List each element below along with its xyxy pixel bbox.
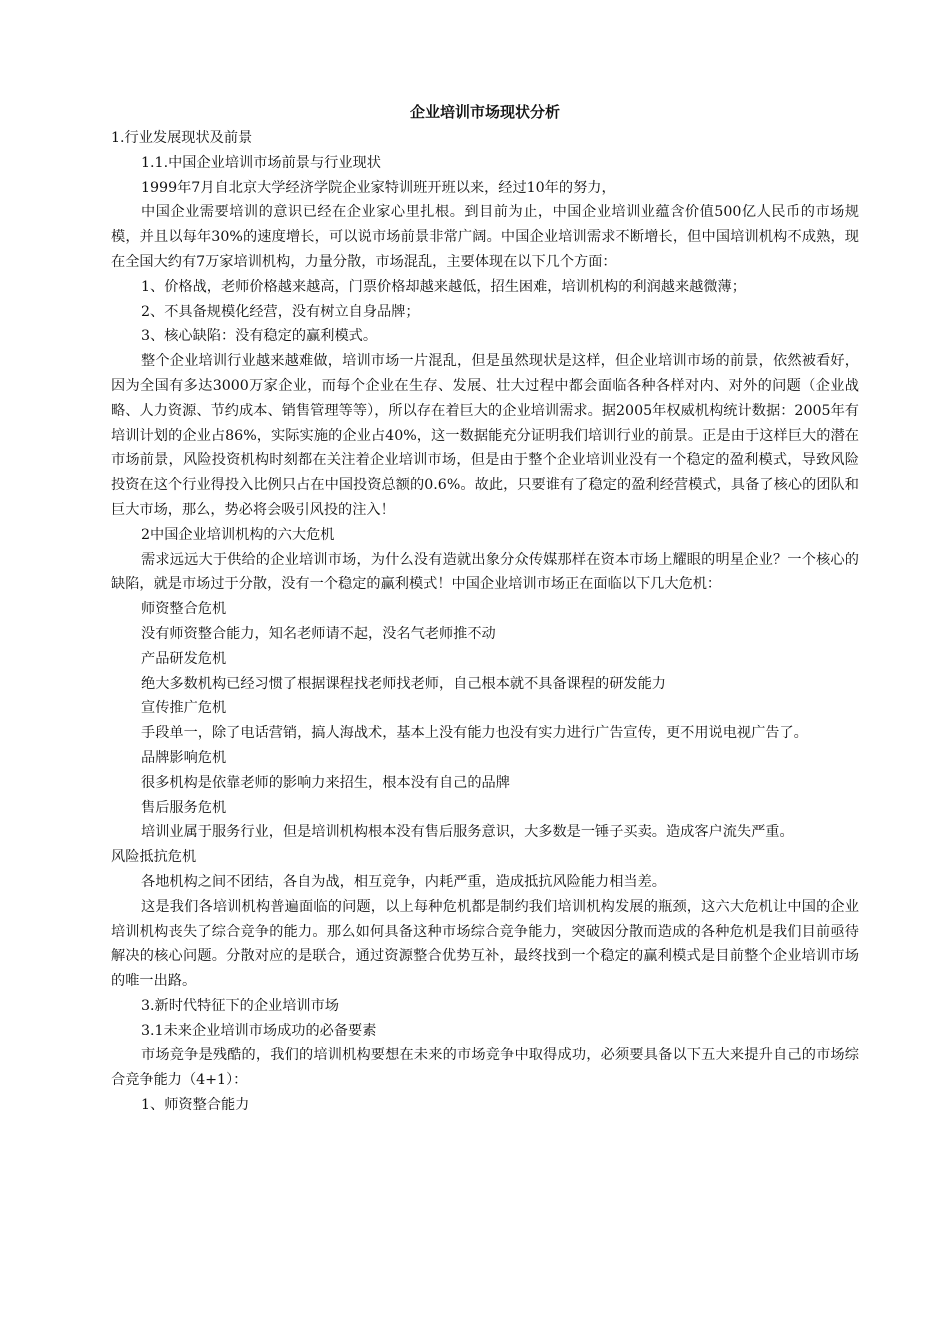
heading-3: 3.新时代特征下的企业培训市场: [141, 997, 339, 1014]
paragraph: 没有师资整合能力，知名老师请不起，没名气老师推不动: [141, 625, 496, 642]
heading-3-1: 3.1未来企业培训市场成功的必备要素: [141, 1022, 377, 1039]
paragraph: 需求远远大于供给的企业培训市场，为什么没有造就出象分众传媒那样在资本市场上耀眼的明星企业？一个核心的缺陷，就是市场过于分散，没有一个稳定的赢利模式！中国企业培训市场正在面临以下几大危机：: [111, 551, 859, 593]
heading-1-1: 1.1.中国企业培训市场前景与行业现状: [141, 154, 381, 171]
paragraph: 这是我们各培训机构普遍面临的问题，以上每种危机都是制约我们培训机构发展的瓶颈，这六大危机让中国的企业培训机构丧失了综合竞争的能力。那么如何具备这种市场综合竞争能力，突破因分散而造成的各种危机是我们目前亟待解决的核心问题。分散对应的是联合，通过资源整合优势互补，最终找到一个稳定的赢利模式是目前整个企业培训市场的唯一出路。: [111, 898, 859, 990]
paragraph: 整个企业培训行业越来越难做，培训市场一片混乱，但是虽然现状是这样，但企业培训市场的前景，依然被看好，因为全国有多达3000万家企业，而每个企业在生存、发展、壮大过程中都会面临各种各样对内、对外的问题（企业战略、人力资源、节约成本、销售管理等等），所以存在着巨大的企业培训需求。据2005年权威机构统计数据：2005年有培训计划的企业占86%，实际实施的企业占40%，这一数据能充分证明我们培训行业的前景。正是由于这样巨大的潜在市场前景，风险投资机构时刻都在关注着企业培训市场，但是由于整个企业培训业没有一个稳定的盈利模式，导致风险投资在这个行业得投入比例只占在中国投资总额的0.6%。故此，只要谁有了稳定的盈利经营模式，具备了核心的团队和巨大市场，那么，势必将会吸引风投的注入！: [111, 353, 859, 518]
paragraph: 中国企业需要培训的意识已经在企业家心里扎根。到目前为止，中国企业培训业蕴含价值500亿人民币的市场规模，并且以每年30%的速度增长，可以说市场前景非常广阔。中国企业培训需求不断增长，但中国培训机构不成熟，现在全国大约有7万家培训机构，力量分散，市场混乱，主要体现在以下几个方面：: [111, 204, 859, 270]
paragraph: 很多机构是依靠老师的影响力来招生，根本没有自己的品牌: [141, 774, 510, 791]
paragraph: 市场竞争是残酷的，我们的培训机构要想在未来的市场竞争中取得成功，必须要具备以下五大来提升自己的市场综合竞争能力（4+1）：: [111, 1047, 859, 1089]
heading-2: 2中国企业培训机构的六大危机: [141, 526, 335, 543]
crisis-heading: 风险抵抗危机: [111, 849, 197, 866]
list-item: 3、核心缺陷：没有稳定的赢利模式。: [141, 328, 378, 345]
crisis-heading: 宣传推广危机: [141, 700, 227, 717]
list-item: 2、不具备规模化经营，没有树立自身品牌；: [141, 303, 420, 320]
crisis-heading: 师资整合危机: [141, 601, 227, 618]
paragraph: 培训业属于服务行业，但是培训机构根本没有售后服务意识，大多数是一锤子买卖。造成客户流失严重。: [141, 824, 794, 841]
list-item: 1、师资整合能力: [141, 1097, 250, 1114]
paragraph: 各地机构之间不团结，各自为战，相互竞争，内耗严重，造成抵抗风险能力相当差。: [141, 873, 666, 890]
paragraph: 绝大多数机构已经习惯了根据课程找老师找老师，自己根本就不具备课程的研发能力: [141, 675, 666, 692]
list-item: 1、价格战，老师价格越来越高，门票价格却越来越低，招生困难，培训机构的利润越来越微薄；: [141, 278, 746, 295]
crisis-heading: 售后服务危机: [141, 799, 227, 816]
heading-1: 1.行业发展现状及前景: [111, 130, 253, 146]
paragraph: 1999年7月自北京大学经济学院企业家特训班开班以来，经过10年的努力，: [141, 179, 616, 196]
document-title: 企业培训市场现状分析: [409, 103, 560, 121]
document-page: [111, 100, 859, 1118]
crisis-heading: 产品研发危机: [141, 650, 227, 667]
crisis-heading: 品牌影响危机: [141, 749, 227, 766]
paragraph: 手段单一，除了电话营销，搞人海战术，基本上没有能力也没有实力进行广告宣传，更不用说电视广告了。: [141, 725, 808, 742]
